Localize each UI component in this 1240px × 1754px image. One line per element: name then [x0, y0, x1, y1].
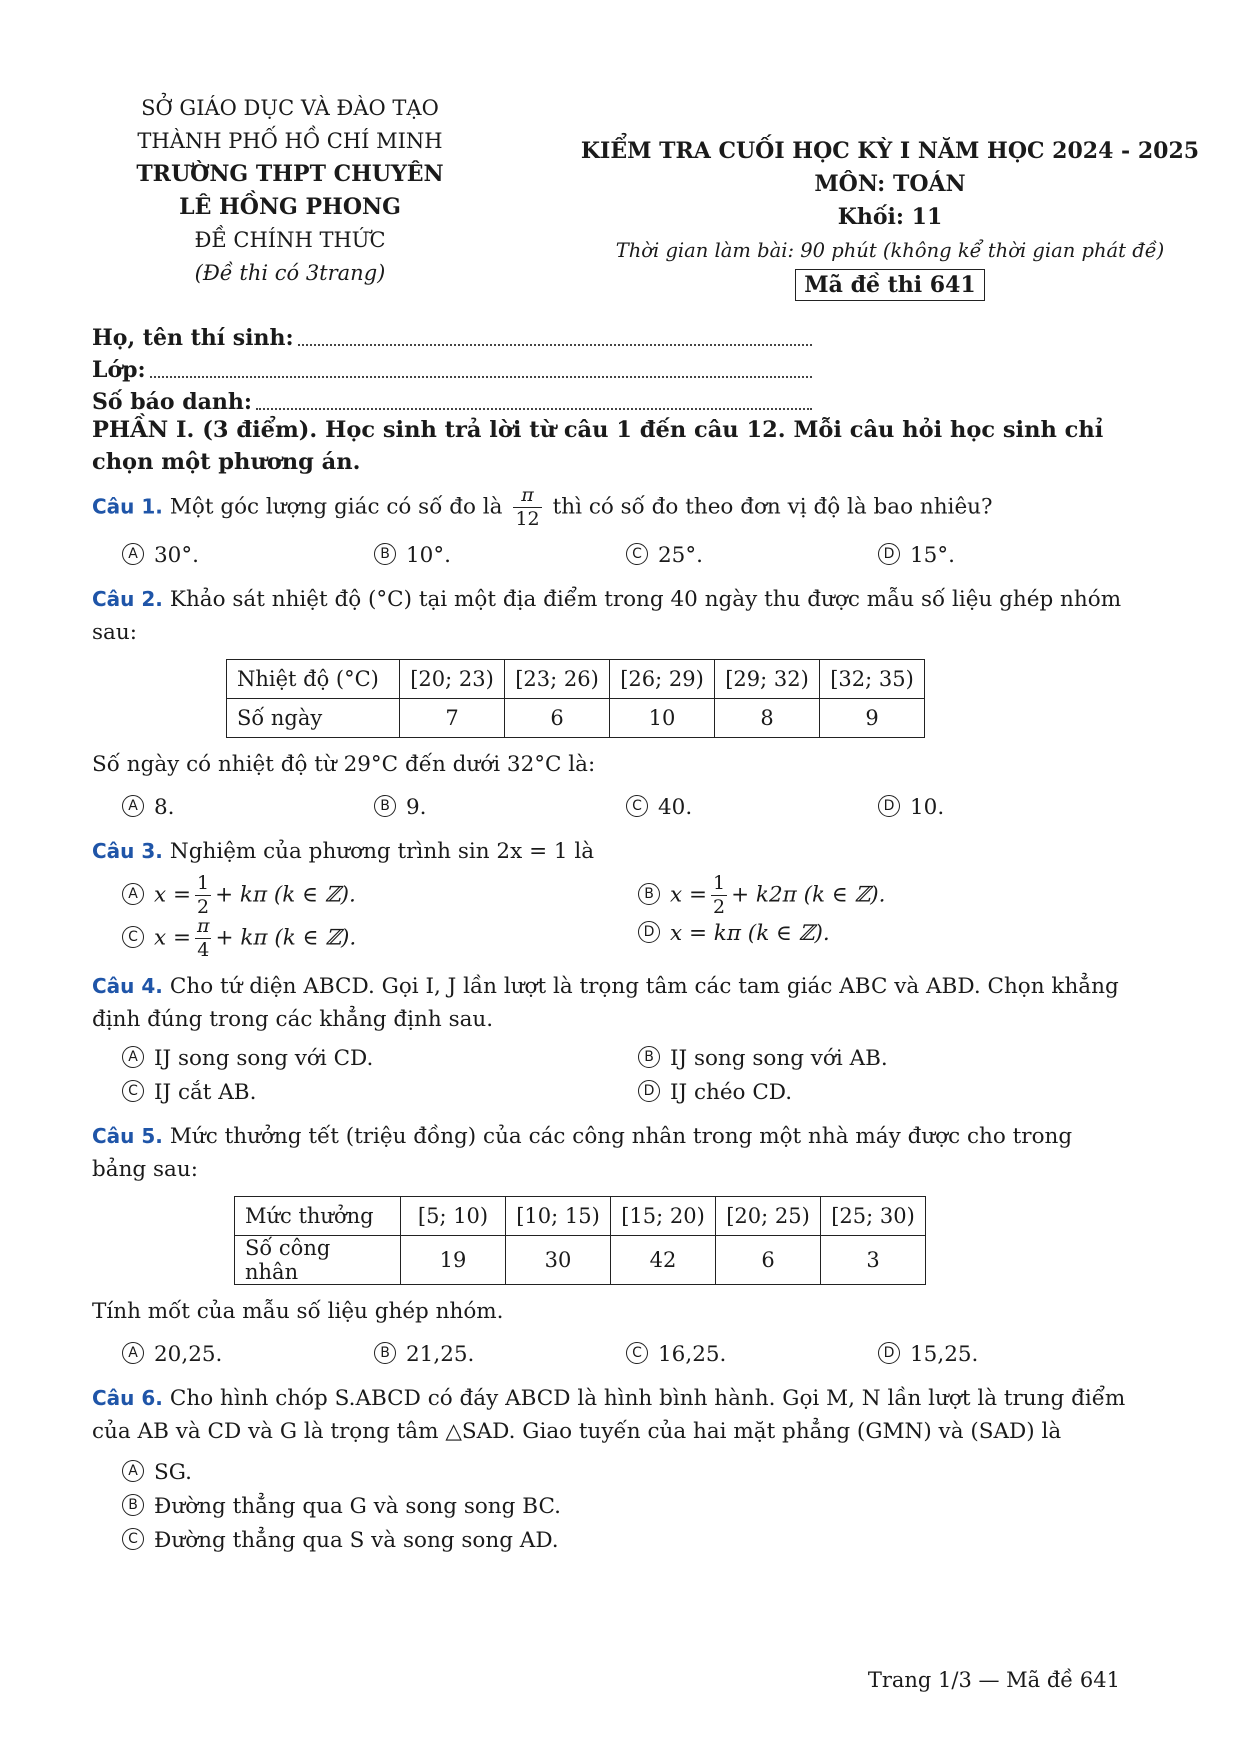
question-2 — [92, 583, 1132, 649]
option-a-circle-icon: A — [122, 795, 144, 817]
table-cell: [5; 10) — [401, 1197, 506, 1236]
q3-option-b[interactable] — [638, 874, 1138, 917]
fraction-denominator: 2 — [712, 896, 726, 918]
q2-option-c[interactable] — [626, 791, 878, 825]
table-cell: Nhiệt độ (°C) — [227, 660, 400, 699]
option-d-circle-icon: D — [878, 543, 900, 565]
option-b-circle-icon: B — [638, 1046, 660, 1068]
question-1-text-a: Một góc lượng giác có số đo là — [169, 494, 503, 520]
student-id-field[interactable] — [256, 386, 812, 410]
grade: Khối: 11 — [837, 204, 943, 230]
q2-option-a-text: 8. — [154, 795, 175, 820]
table-cell: Số công nhân — [235, 1236, 401, 1285]
q3-option-a-post: + kπ (k ∈ ℤ). — [215, 882, 356, 908]
question-4-label: Câu 4. — [92, 974, 163, 998]
fraction-denominator: 12 — [515, 508, 540, 530]
option-a-circle-icon: A — [122, 1046, 144, 1068]
question-4 — [92, 970, 1132, 1036]
q4-option-d-text: IJ chéo CD. — [670, 1080, 793, 1105]
q5-option-a-text: 20,25. — [154, 1342, 223, 1367]
question-1-label: Câu 1. — [92, 494, 163, 519]
q6-option-a-text: SG. — [154, 1460, 192, 1485]
student-id-label: Số báo danh: — [92, 389, 252, 415]
option-d-circle-icon: D — [878, 1342, 900, 1364]
option-d-circle-icon: D — [638, 1080, 660, 1102]
table-cell: 6 — [716, 1236, 821, 1285]
student-class-row — [92, 354, 812, 386]
q5-option-d-text: 15,25. — [910, 1342, 979, 1367]
exam-code-box: Mã đề thi 641 — [795, 269, 984, 301]
table-cell: 7 — [400, 699, 505, 738]
bonus-table — [234, 1196, 926, 1285]
q4-option-b[interactable] — [638, 1042, 1138, 1076]
question-1-options — [122, 539, 1132, 573]
question-2-label: Câu 2. — [92, 587, 163, 611]
q1-option-a[interactable] — [122, 539, 374, 573]
header-left — [110, 92, 470, 290]
student-class-field[interactable] — [150, 354, 812, 378]
question-5-label: Câu 5. — [92, 1124, 163, 1148]
q1-option-b[interactable] — [374, 539, 626, 573]
table-cell: [23; 26) — [505, 660, 610, 699]
question-1-text-b: thì có số đo theo đơn vị độ là bao nhiêu? — [552, 494, 993, 520]
student-info — [92, 322, 812, 418]
table-cell: Số ngày — [227, 699, 400, 738]
option-c-circle-icon: C — [626, 1342, 648, 1364]
q2-option-b[interactable] — [374, 791, 626, 825]
q2-option-c-text: 40. — [658, 795, 693, 820]
q6-option-b-text: Đường thẳng qua G và song song BC. — [154, 1494, 561, 1519]
q4-option-a[interactable] — [122, 1042, 638, 1076]
table-header-row — [227, 660, 925, 699]
table-cell: [26; 29) — [610, 660, 715, 699]
option-a-circle-icon: A — [122, 1460, 144, 1482]
q3-option-a-pre: x = — [154, 882, 191, 908]
option-d-circle-icon: D — [878, 795, 900, 817]
table-row — [235, 1236, 926, 1285]
student-name-row — [92, 322, 812, 354]
q2-option-a[interactable] — [122, 791, 374, 825]
table-header-row — [235, 1197, 926, 1236]
option-b-circle-icon: B — [374, 795, 396, 817]
question-1 — [92, 486, 1132, 529]
table-cell: 30 — [506, 1236, 611, 1285]
q2-option-b-text: 9. — [406, 795, 427, 820]
question-3-text: Nghiệm của phương trình sin 2x = 1 là — [169, 839, 595, 864]
option-b-circle-icon: B — [374, 1342, 396, 1364]
official-label: ĐỀ CHÍNH THỨC — [194, 228, 386, 252]
fraction-numerator: 1 — [196, 872, 210, 894]
fraction-pi-over-12 — [513, 486, 541, 529]
table-cell: 9 — [820, 699, 925, 738]
question-2-options — [122, 791, 1132, 825]
fraction-numerator: 1 — [712, 872, 726, 894]
student-name-field[interactable] — [298, 322, 812, 346]
time-limit: Thời gian làm bài: 90 phút (không kể thời gian phát đề) — [615, 239, 1165, 262]
fraction-denominator: 4 — [197, 939, 210, 961]
q3-option-b-post: + k2π (k ∈ ℤ). — [731, 882, 886, 908]
header-right — [560, 135, 1220, 302]
q3-option-a[interactable] — [122, 874, 638, 917]
exam-content — [92, 414, 1132, 1566]
question-3-label: Câu 3. — [92, 839, 163, 863]
table-cell: 8 — [715, 699, 820, 738]
q5-option-b-text: 21,25. — [406, 1342, 475, 1367]
table-cell: [29; 32) — [715, 660, 820, 699]
q3-option-c-fraction — [195, 917, 212, 960]
q6-option-c[interactable] — [122, 1524, 1132, 1558]
q2-option-d-text: 10. — [910, 795, 945, 820]
fraction-numerator: π — [521, 484, 534, 506]
q4-option-c[interactable] — [122, 1076, 638, 1110]
q5-option-c-text: 16,25. — [658, 1342, 727, 1367]
q3-option-d[interactable] — [638, 917, 1138, 960]
question-5 — [92, 1120, 1132, 1186]
table-cell: Mức thưởng — [235, 1197, 401, 1236]
temperature-table — [226, 659, 925, 738]
table-cell: [10; 15) — [506, 1197, 611, 1236]
q1-option-c-text: 25°. — [658, 543, 703, 568]
q3-option-b-pre: x = — [670, 882, 707, 908]
q1-option-a-text: 30°. — [154, 543, 199, 568]
option-a-circle-icon: A — [122, 1342, 144, 1364]
table-cell: [25; 30) — [821, 1197, 926, 1236]
q3-option-c[interactable] — [122, 917, 638, 960]
table-cell: 10 — [610, 699, 715, 738]
q1-option-d-text: 15°. — [910, 543, 955, 568]
q6-option-b[interactable] — [122, 1490, 1132, 1524]
q4-option-a-text: IJ song song với CD. — [154, 1046, 374, 1071]
q5-option-a[interactable] — [122, 1338, 374, 1372]
q5-option-c[interactable] — [626, 1338, 878, 1372]
q6-option-c-text: Đường thẳng qua S và song song AD. — [154, 1528, 559, 1553]
q5-option-d[interactable] — [878, 1338, 1130, 1372]
q4-option-b-text: IJ song song với AB. — [670, 1046, 888, 1071]
school-name-line2: LÊ HỒNG PHONG — [179, 194, 401, 220]
question-2-prompt: Số ngày có nhiệt độ từ 29°C đến dưới 32°C là: — [92, 752, 596, 777]
student-name-label: Họ, tên thí sinh: — [92, 325, 294, 351]
city-name: THÀNH PHỐ HỒ CHÍ MINH — [137, 129, 443, 153]
table-cell: 6 — [505, 699, 610, 738]
q3-option-a-fraction — [195, 874, 211, 917]
option-c-circle-icon: C — [626, 543, 648, 565]
question-3-options — [122, 874, 1132, 960]
q1-option-d[interactable] — [878, 539, 1130, 573]
table-cell: 19 — [401, 1236, 506, 1285]
q4-option-d[interactable] — [638, 1076, 1138, 1110]
option-c-circle-icon: C — [122, 1080, 144, 1102]
question-6-options — [122, 1456, 1132, 1558]
question-5-prompt: Tính mốt của mẫu số liệu ghép nhóm. — [92, 1299, 504, 1324]
fraction-numerator: π — [196, 915, 210, 937]
option-d-circle-icon: D — [638, 921, 660, 943]
part1-heading: PHẦN I. (3 điểm). Học sinh trả lời từ câu 1 đến câu 12. Mỗi câu hỏi học sinh chỉ chọn một phương án. — [92, 417, 1104, 475]
option-c-circle-icon: C — [122, 926, 144, 948]
option-b-circle-icon: B — [638, 883, 660, 905]
option-a-circle-icon: A — [122, 543, 144, 565]
pages-note: (Đề thi có 3trang) — [194, 261, 386, 285]
q2-option-d[interactable] — [878, 791, 1130, 825]
q1-option-b-text: 10°. — [406, 543, 451, 568]
exam-title: KIỂM TRA CUỐI HỌC KỲ I NĂM HỌC 2024 - 2025 — [580, 138, 1200, 164]
q3-option-b-fraction — [711, 874, 727, 917]
table-cell: 42 — [611, 1236, 716, 1285]
q4-option-c-text: IJ cắt AB. — [154, 1080, 257, 1105]
question-5-text: Mức thưởng tết (triệu đồng) của các công nhân trong một nhà máy được cho trong bảng sau: — [92, 1124, 1073, 1182]
option-b-circle-icon: B — [122, 1494, 144, 1516]
q1-option-c[interactable] — [626, 539, 878, 573]
question-6 — [92, 1382, 1132, 1448]
q6-option-a[interactable] — [122, 1456, 1132, 1490]
table-cell: [32; 35) — [820, 660, 925, 699]
student-class-label: Lớp: — [92, 357, 146, 383]
q3-option-c-post: + kπ (k ∈ ℤ). — [215, 925, 357, 951]
q3-option-d-text: x = kπ (k ∈ ℤ). — [670, 921, 830, 946]
question-4-text: Cho tứ diện ABCD. Gọi I, J lần lượt là trọng tâm các tam giác ABC và ABD. Chọn khẳng định đúng trong các khẳng định sau. — [92, 974, 1119, 1032]
table-cell: [15; 20) — [611, 1197, 716, 1236]
question-5-options — [122, 1338, 1132, 1372]
question-6-label: Câu 6. — [92, 1386, 163, 1410]
fraction-denominator: 2 — [196, 896, 210, 918]
table-cell: [20; 23) — [400, 660, 505, 699]
question-3 — [92, 835, 1132, 868]
department-name: SỞ GIÁO DỤC VÀ ĐÀO TẠO — [141, 96, 439, 120]
question-2-text: Khảo sát nhiệt độ (°C) tại một địa điểm trong 40 ngày thu được mẫu số liệu ghép nhóm sau: — [92, 587, 1122, 645]
option-c-circle-icon: C — [626, 795, 648, 817]
option-c-circle-icon: C — [122, 1528, 144, 1550]
page-footer: Trang 1/3 — Mã đề 641 — [867, 1668, 1120, 1692]
option-a-circle-icon: A — [122, 883, 144, 905]
option-b-circle-icon: B — [374, 543, 396, 565]
school-name-line1: TRƯỜNG THPT CHUYÊN — [136, 161, 444, 187]
q5-option-b[interactable] — [374, 1338, 626, 1372]
table-row — [227, 699, 925, 738]
question-4-options — [122, 1042, 1132, 1110]
table-cell: 3 — [821, 1236, 926, 1285]
subject: MÔN: TOÁN — [814, 171, 966, 197]
q3-option-c-pre: x = — [154, 925, 191, 951]
question-6-text: Cho hình chóp S.ABCD có đáy ABCD là hình bình hành. Gọi M, N lần lượt là trung điểm của AB và CD và G là trọng tâm △SAD. Giao tuyến của hai mặt phẳng (GMN) và (SAD) là — [92, 1386, 1126, 1444]
table-cell: [20; 25) — [716, 1197, 821, 1236]
